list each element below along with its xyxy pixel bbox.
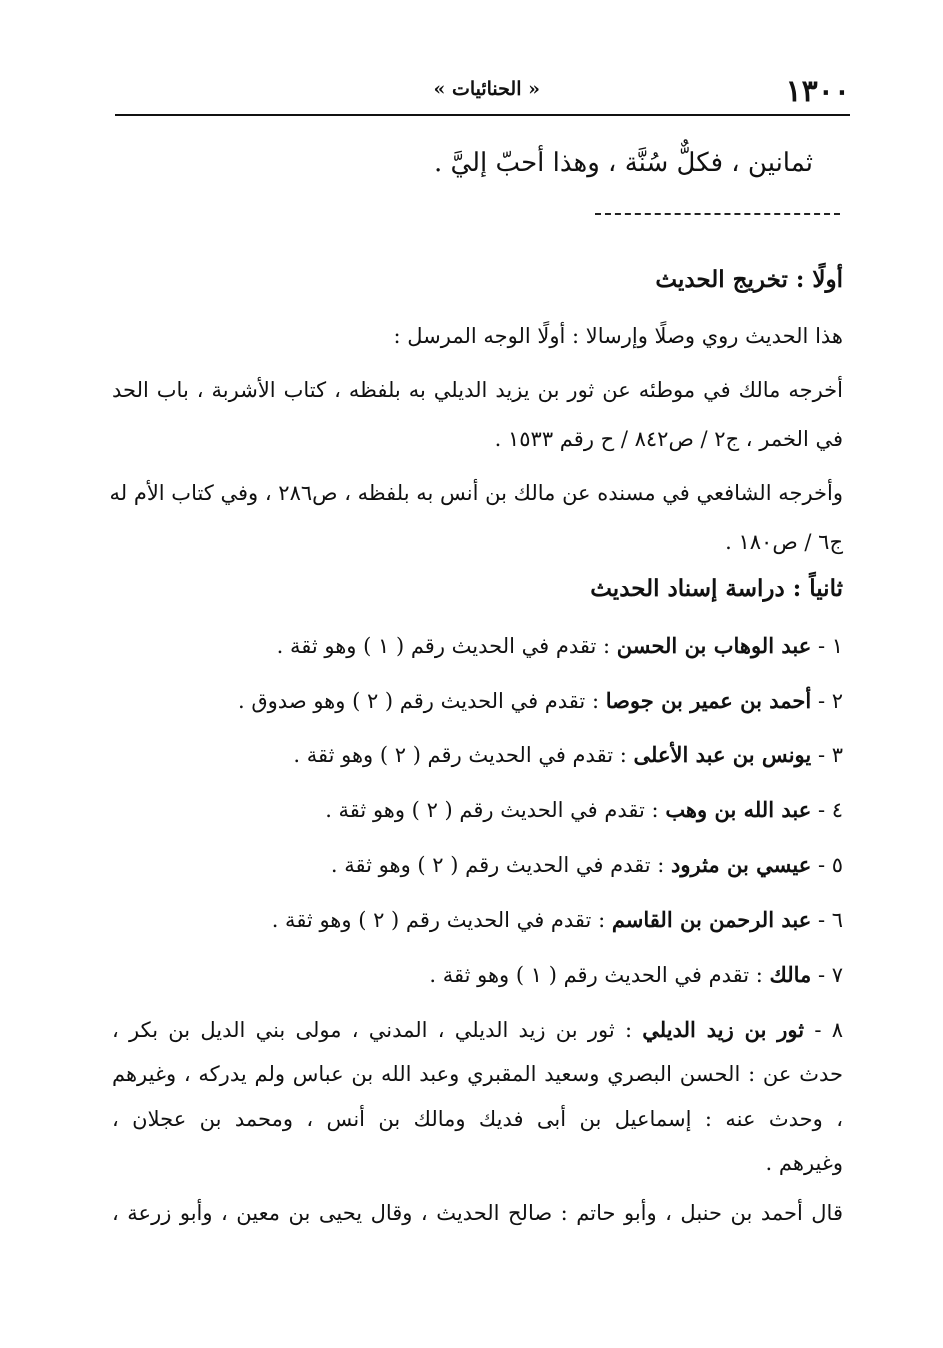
intro-line: هذا الحديث روي وصلًا وإرسالا : أولًا الوجه المرسل : — [393, 324, 843, 348]
narrator-item — [429, 960, 843, 990]
page-header — [115, 72, 850, 112]
narrator-note: : ثور بن زيد الديلي ، المدني ، مولى بني الديل بن بكر ، — [112, 1018, 643, 1042]
paragraph-shafii-line1: وأخرجه الشافعي في مسنده عن مالك بن أنس به بلفظه ، ص٢٨٦ ، وفي كتاب الأم له — [109, 481, 843, 505]
item-number: ٣ - — [817, 743, 843, 767]
running-title: « الحنائيات » — [433, 78, 540, 100]
item-number: ٨ - — [814, 1018, 843, 1042]
narrator-name: يونس بن عبد الأعلى — [633, 742, 812, 767]
narrator-name: عيسي بن مثرود — [671, 852, 812, 877]
narrator-item — [325, 795, 843, 825]
section-heading-takhrij: أولًا : تخريج الحديث — [655, 266, 843, 293]
narrator-note: : تقدم في الحديث رقم ( ١ ) وهو ثقة . — [276, 634, 617, 658]
item-number: ٤ - — [817, 798, 843, 822]
narrator-name: عبد الوهاب بن الحسن — [616, 633, 812, 658]
narrator-item — [272, 905, 843, 935]
narrator-item — [293, 740, 843, 770]
page-number: ١٣٠٠ — [785, 74, 850, 109]
narrator-note: : تقدم في الحديث رقم ( ١ ) وهو ثقة . — [429, 963, 770, 987]
narrator-note: : تقدم في الحديث رقم ( ٢ ) وهو ثقة . — [271, 908, 612, 932]
narrator-item — [238, 686, 843, 716]
narrator-name: أحمد بن عمير بن جوصا — [605, 688, 812, 713]
header-rule — [115, 114, 850, 116]
narrator-name: عبد الله بن وهب — [665, 797, 812, 822]
item-number: ٧ - — [817, 963, 843, 987]
narrator-note: : تقدم في الحديث رقم ( ٢ ) وهو ثقة . — [293, 743, 634, 767]
item-number: ٦ - — [817, 908, 843, 932]
narrator-item-8-line4: وغيرهم . — [765, 1151, 843, 1175]
item-number: ٢ - — [817, 689, 843, 713]
narrator-name: مالك — [769, 962, 812, 987]
narrator-note: : تقدم في الحديث رقم ( ٢ ) وهو ثقة . — [330, 853, 672, 877]
narrator-note: : تقدم في الحديث رقم ( ٢ ) وهو ثقة . — [325, 798, 666, 822]
narrator-name: ثور بن زيد الديلي — [642, 1017, 805, 1042]
narrator-item-8-line1 — [112, 1015, 843, 1045]
narrator-note: : تقدم في الحديث رقم ( ٢ ) وهو صدوق . — [238, 689, 606, 713]
item-number: ١ - — [817, 634, 843, 658]
paragraph-shafii-line2: ج٦ / ص١٨٠ . — [725, 530, 843, 554]
section-separator — [595, 213, 840, 215]
narrator-name: عبد الرحمن بن القاسم — [611, 907, 812, 932]
item-number: ٥ - — [817, 853, 843, 877]
narrator-item — [277, 631, 843, 661]
narrator-item-8-line3: ، وحدث عنه : إسماعيل بن أبى فديك ومالك بن أنس ، ومحمد بن عجلان ، — [112, 1107, 843, 1131]
section-heading-isnad: ثانياً : دراسة إسناد الحديث — [590, 575, 843, 602]
paragraph-malik-line2: في الخمر ، ج٢ / ص٨٤٢ / ح رقم ١٥٣٣ . — [494, 427, 843, 451]
paragraph-malik-line1: أخرجه مالك في موطئه عن ثور بن يزيد الديلي به بلفظه ، كتاب الأشربة ، باب الحد — [112, 378, 843, 402]
closing-line: قال أحمد بن حنبل ، وأبو حاتم : صالح الحديث ، وقال يحيى بن معين ، وأبو زرعة ، — [112, 1201, 843, 1225]
opening-line: ثمانين ، فكلٌّ سُنَّة ، وهذا أحبّ إليَّ . — [433, 148, 813, 178]
narrator-item — [331, 850, 843, 880]
narrator-item-8-line2: حدث عن : الحسن البصري وسعيد المقبري وعبد الله بن عباس ولم يدركه ، وغيرهم — [112, 1062, 843, 1086]
